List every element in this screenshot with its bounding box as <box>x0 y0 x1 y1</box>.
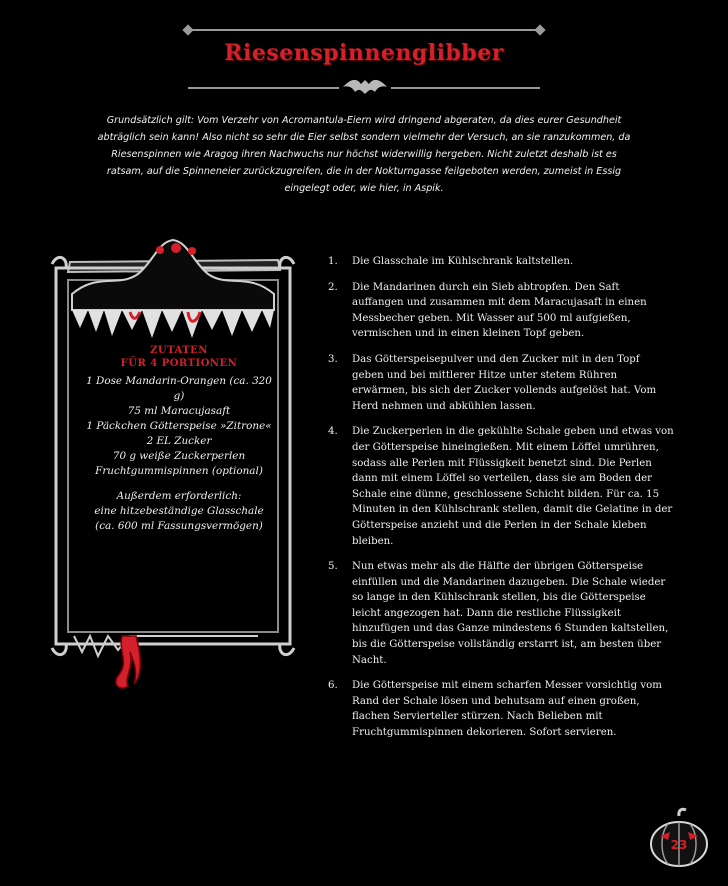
step-text: Die Glasschale im Kühlschrank kaltstellen. <box>352 256 574 267</box>
step-item <box>322 352 674 414</box>
extra-equipment-text: eine hitzebeständige Glasschale (ca. 600 ml Fassungsvermögen) <box>94 505 264 532</box>
ingredients-box <box>84 344 274 534</box>
ingredient-item: 1 Dose Mandarin-Orangen (ca. 320 g) <box>86 375 272 402</box>
step-number: 5. <box>328 561 338 573</box>
step-text: Die Götterspeise mit einem scharfen Messer vorsichtig vom Rand der Schale lösen und behutsam auf einen großen, flachen Servierteller stürzen. Nach Belieben mit Fruchtgummispinnen dekorieren. Sofort servieren. <box>352 680 662 739</box>
step-number: 3. <box>328 353 338 365</box>
step-number: 2. <box>328 281 338 293</box>
bat-ornament-icon <box>339 76 391 98</box>
step-item <box>322 254 674 270</box>
ingredient-item: Fruchtgummispinnen (optional) <box>95 465 263 477</box>
monster-eye-right <box>188 247 196 255</box>
step-number: 6. <box>328 680 338 692</box>
step-item <box>322 678 674 740</box>
page-number: 23 <box>670 838 688 852</box>
ingredients-heading: ZUTATEN <box>150 345 208 356</box>
monster-eye-left <box>156 246 164 254</box>
page-title: Riesenspinnenglibber <box>224 40 504 66</box>
step-text: Das Götterspeisepulver und den Zucker mit in den Topf geben und bei mittlerer Hitze unter stetem Rühren erwärmen, bis sich der Zucker vollends aufgelöst hat. Vom Herd nehmen und abkühlen lassen. <box>352 353 657 412</box>
step-text: Nun etwas mehr als die Hälfte der übrigen Götterspeise einfüllen und die Mandarinen dazugeben. Die Schale wieder so lange in den Kühlschrank stellen, bis die Götterspeise leicht angezogen hat. Dann die restliche Flüssigkeit hinzufügen und das Ganze mindestens 6 Stunden kaltstellen, bis die Götterspeise vollständig erstarrt ist, am besten über Nacht. <box>352 561 669 666</box>
ingredient-item: 75 ml Maracujasaft <box>127 405 231 417</box>
ingredients-servings: FÜR 4 PORTIONEN <box>120 358 238 369</box>
step-item <box>322 424 674 549</box>
step-number: 1. <box>328 256 338 267</box>
step-text: Die Zuckerperlen in die gekühlte Schale geben und etwas von der Götterspeise hineingießen. Mit einem Löffel umrühren, sodass alle Perlen mit Flüssigkeit benetzt sind. Die Perlen dann mit einem Löffel so verteilen, dass sie am Boden der Schale eine dünne, geschlossene Schicht bilden. Für ca. 15 Minuten in den Kühlschrank stellen, damit die Gelatine in der Götterspeise anzieht und die Perlen in der Schale kleben bleiben. <box>352 426 674 547</box>
step-number: 4. <box>328 426 338 438</box>
monster-eye-center <box>171 243 181 253</box>
step-item <box>322 280 674 342</box>
instruction-steps <box>322 254 674 741</box>
top-divider <box>188 29 540 31</box>
ingredients-list <box>84 374 274 479</box>
ingredient-item: 1 Päckchen Götterspeise »Zitrone« <box>86 420 272 432</box>
step-text: Die Mandarinen durch ein Sieb abtropfen. Den Saft auffangen und zusammen mit dem Maracujasaft in einen Messbecher geben. Mit Wasser auf 500 ml aufgießen, vermischen und in einen kleinen Topf geben. <box>352 281 647 340</box>
extra-equipment-heading: Außerdem erforderlich: <box>116 490 242 502</box>
intro-text: Grundsätzlich gilt: Vom Verzehr von Acromantula-Eiern wird dringend abgeraten, da dies eurer Gesundheit abträglich sein kann! Also nicht so sehr die Eier selbst sondern vielmehr der Versuch, an sie ranzukommen, da Riesenspinnen wie Aragog ihren Nachwuchs nur höchst widerwillig hergeben. Nicht zuletzt deshalb ist es ratsam, auf die Spinneneier zurückzugreifen, die in der Nokturngasse feilgeboten werden, zumeist in Essig eingelegt oder, wie hier, in Aspik. <box>97 115 631 194</box>
ingredient-item: 70 g weiße Zuckerperlen <box>112 450 246 462</box>
step-item <box>322 559 674 668</box>
ingredient-item: 2 EL Zucker <box>146 435 212 447</box>
